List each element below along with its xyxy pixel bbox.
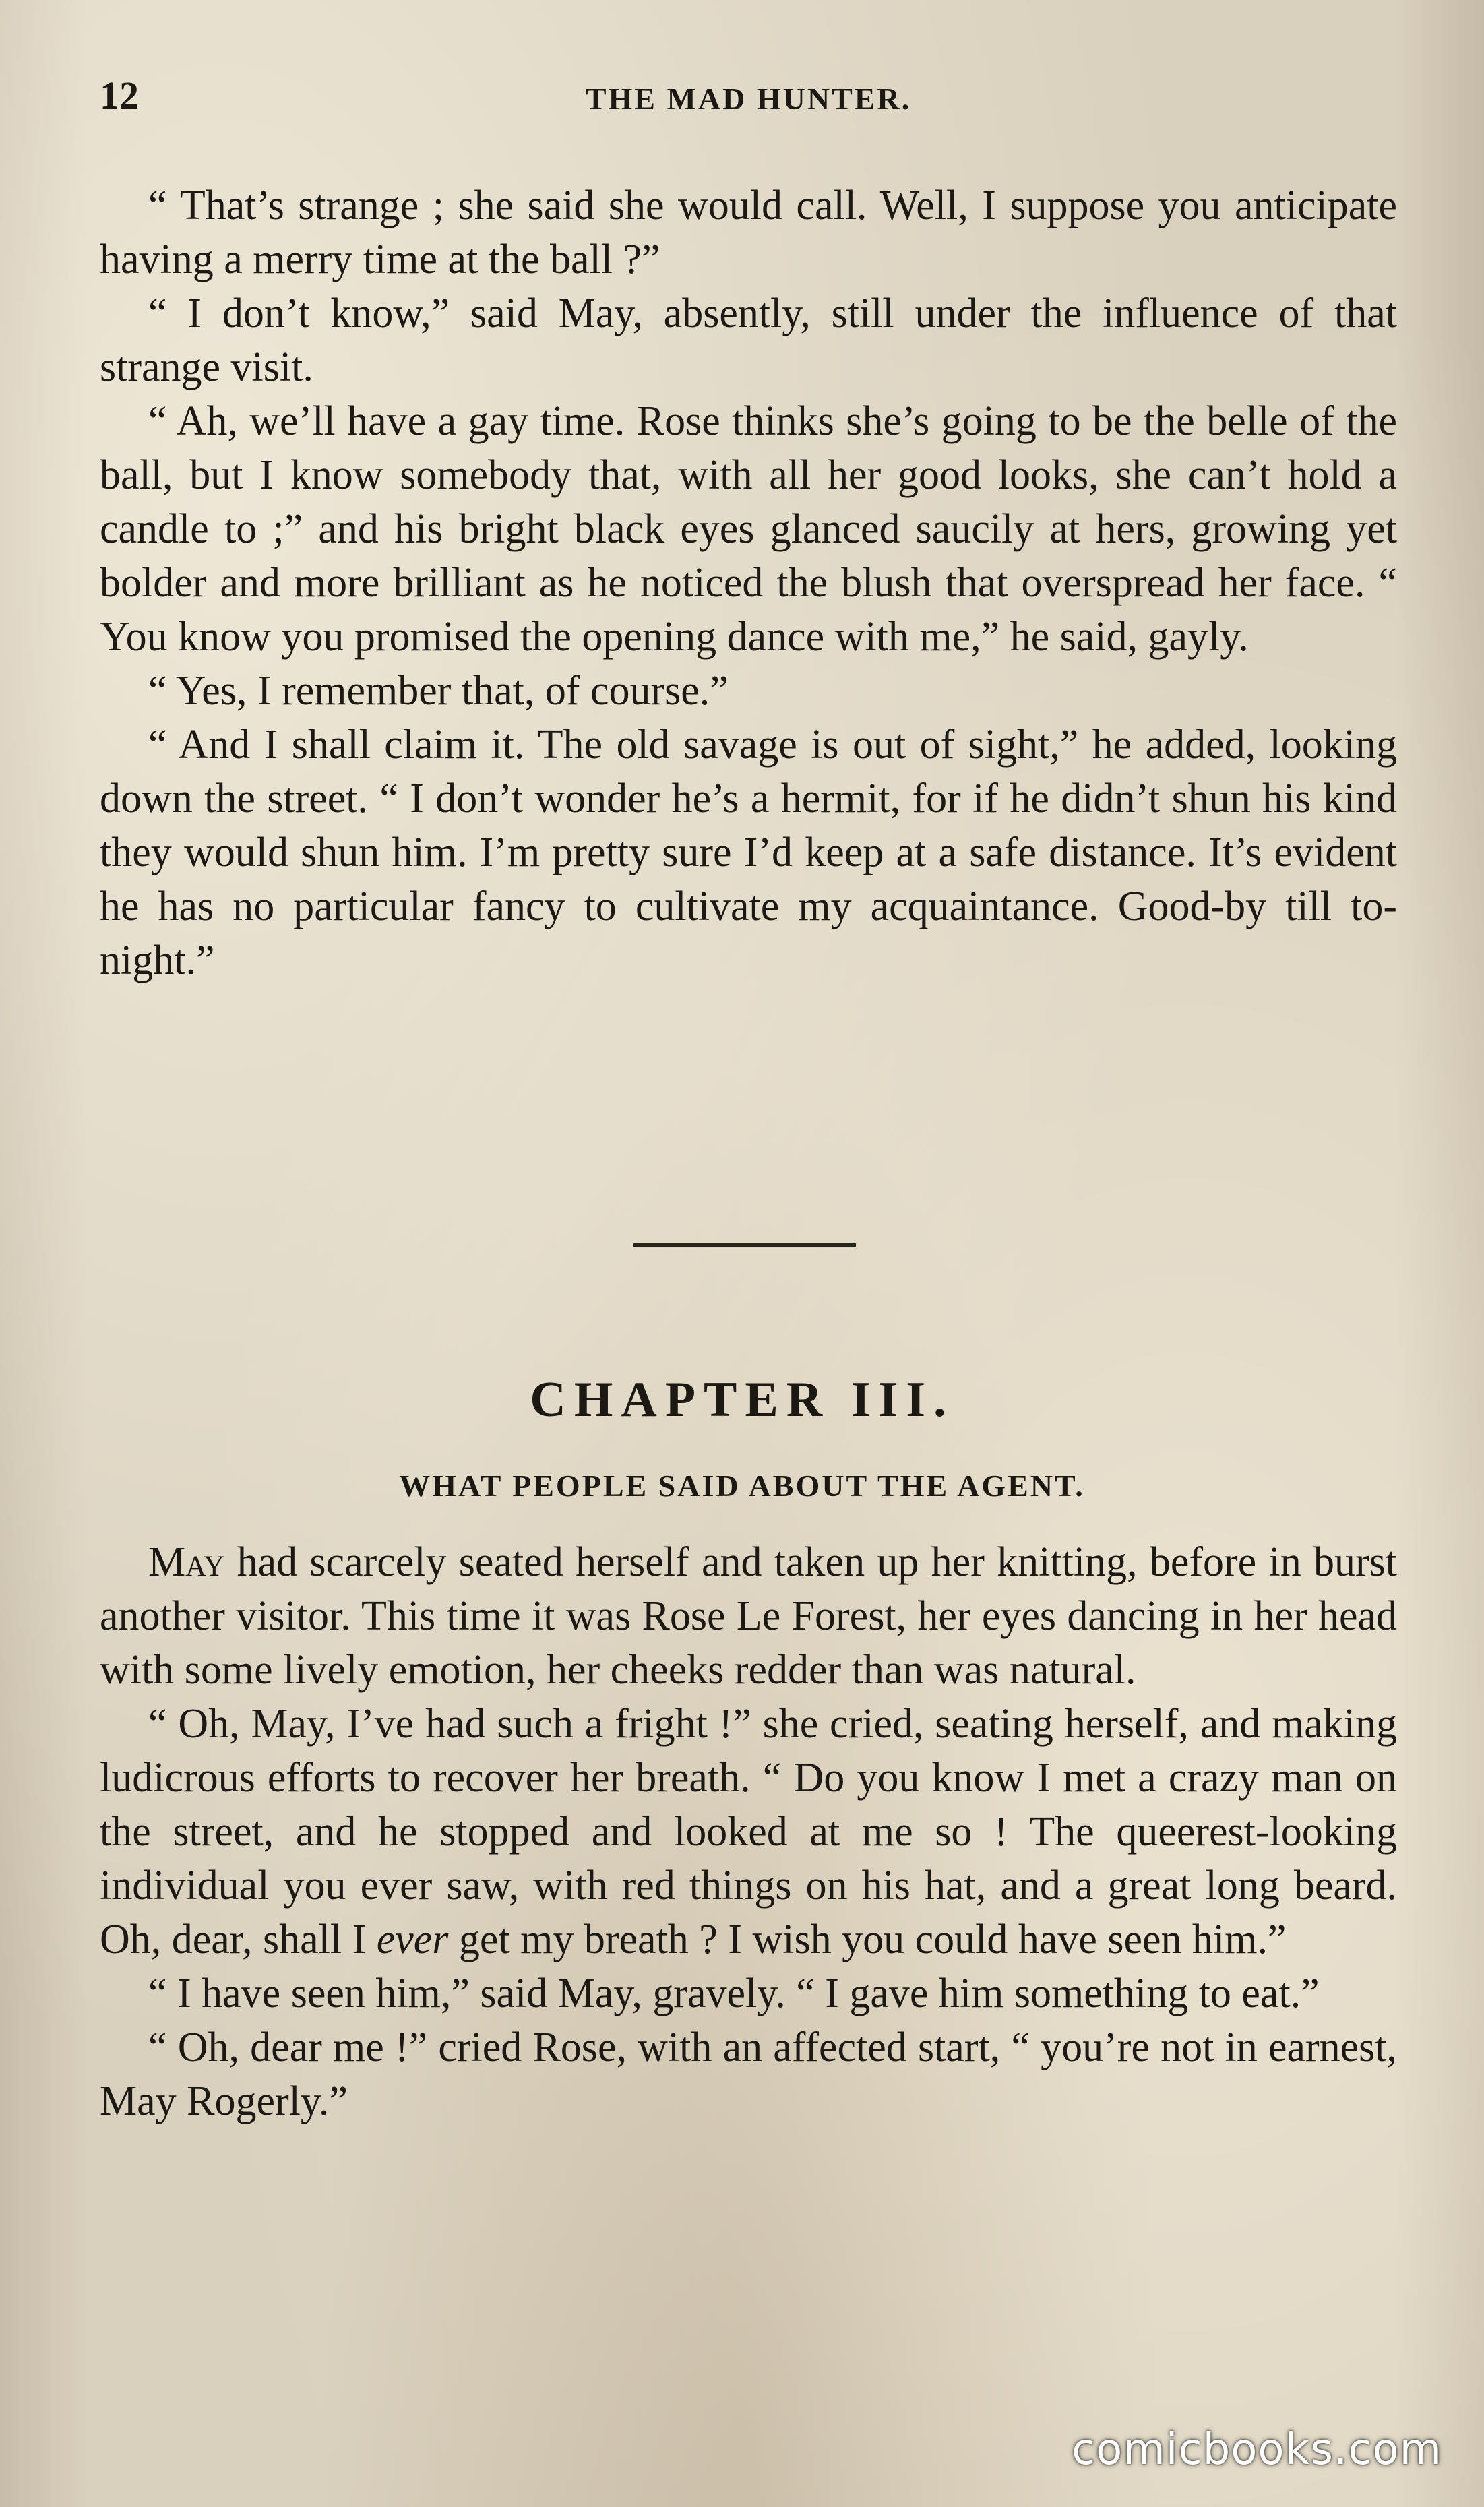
paragraph: [100, 1535, 1397, 1697]
paragraph: “ That’s strange ; she said she would call. Well, I suppose you anticipate having a merry time at the ball ?”: [100, 183, 1397, 282]
paragraph-text: had scarcely seated herself and taken up her knitting, before in burst another visitor. This time it was Rose Le Forest, her eyes dancing in her head with some lively emotion, her cheeks redder than was natural.: [100, 1539, 1397, 1693]
emphasized-word: ever: [376, 1917, 449, 1962]
page-number: 12: [100, 73, 139, 117]
paragraph: “ Oh, dear me !” cried Rose, with an affected start, “ you’re not in earnest, May Rogerly.”: [100, 2024, 1397, 2124]
chapter-title: CHAPTER III.: [530, 1372, 954, 1427]
paragraph: “ Yes, I remember that, of course.”: [148, 668, 729, 714]
running-head: THE MAD HUNTER.: [585, 82, 912, 116]
watermark: comicbooks.com: [1071, 2425, 1442, 2475]
text-block-before-chapter: [100, 179, 1397, 987]
page-header: [100, 73, 1397, 127]
paragraph: “ I don’t know,” said May, absently, still under the influence of that strange visit.: [100, 290, 1397, 390]
paragraph: “ And I shall claim it. The old savage is out of sight,” he added, looking down the street. “ I don’t wonder he’s a hermit, for if he didn’t shun his kind they would shun him. I’m pretty sure I’d keep at a safe distance. It’s evident he has no particular fancy to cultivate my acquaintance. Good-by till to-night.”: [100, 722, 1397, 983]
paragraph: [100, 1697, 1397, 1967]
chapter-lead-word: May: [148, 1539, 225, 1585]
chapter-subtitle: WHAT PEOPLE SAID ABOUT THE AGENT.: [399, 1468, 1085, 1503]
section-divider-rule: [633, 1243, 856, 1247]
paragraph-text: “ Oh, May, I’ve had such a fright !” she cried, seating herself, and making ludicrous efforts to recover her breath. “ Do you know I met a crazy man on the street, and he stopped and looked at me so ! The queerest-looking individual you ever saw, with red things on his hat, and a great long beard. Oh, dear, shall I: [100, 1701, 1397, 1962]
paragraph: “ Ah, we’ll have a gay time. Rose thinks she’s going to be the belle of the ball, but I know somebody that, with all her good looks, she can’t hold a candle to ;” and his bright black eyes glanced saucily at hers, growing yet bolder and more brilliant as he noticed the blush that overspread her face. “ You know you promised the opening dance with me,” he said, gayly.: [100, 398, 1397, 660]
paragraph-text: get my breath ? I wish you could have seen him.”: [448, 1917, 1287, 1962]
paragraph: “ I have seen him,” said May, gravely. “ I gave him something to eat.”: [148, 1971, 1320, 2016]
text-block-chapter-body: [100, 1535, 1397, 2128]
